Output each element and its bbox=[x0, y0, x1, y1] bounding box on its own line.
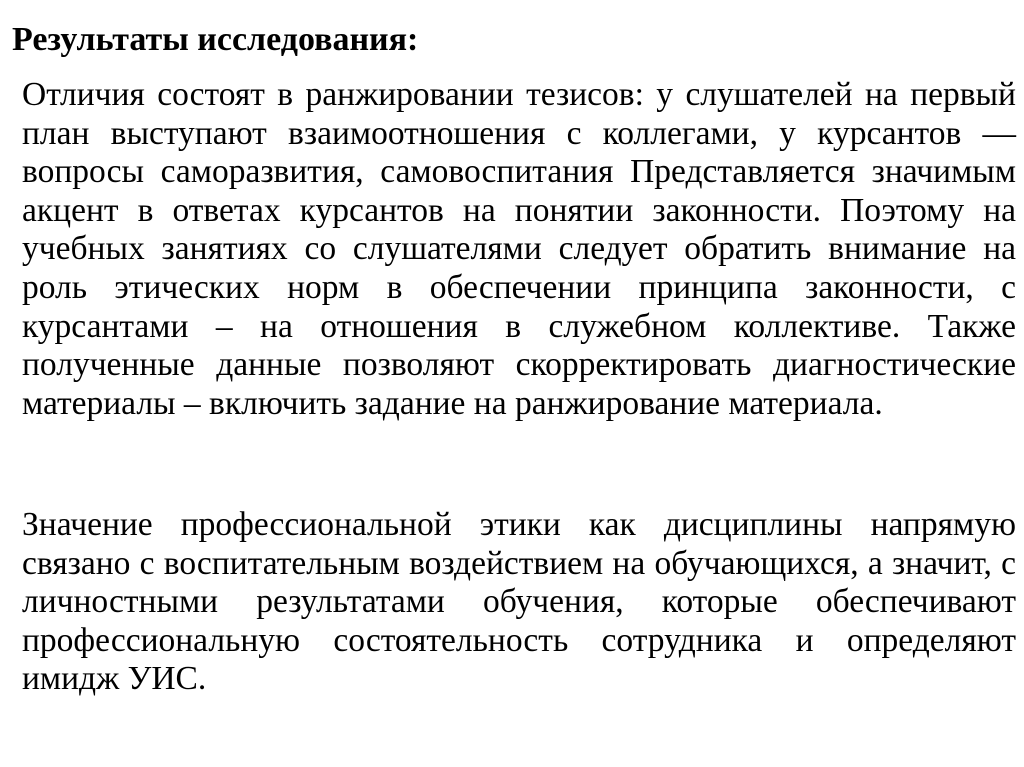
slide-title: Результаты исследования: bbox=[12, 21, 419, 58]
body-paragraph-1: Отличия состоят в ранжировании тезисов: у слушателей на первый план выступают взаимоотношения с коллегами, у курсантов — вопросы саморазвития, самовоспитания Представляется значимым акцент в ответах курсантов на понятии законности. Поэтому на учебных занятиях со слушателями следует обратить внимание на роль этических норм в обеспечении принципа законности, с курсантами – на отношения в служебном коллективе. Также полученные данные позволяют скорректировать диагностические материалы – включить задание на ранжирование материала. bbox=[22, 76, 1016, 422]
body-paragraph-2: Значение профессиональной этики как дисциплины напрямую связано с воспитательным воздействием на обучающихся, а значит, с личностными результатами обучения, которые обеспечивают профессиональную состоятельность сотрудника и определяют имидж УИС. bbox=[22, 506, 1016, 698]
